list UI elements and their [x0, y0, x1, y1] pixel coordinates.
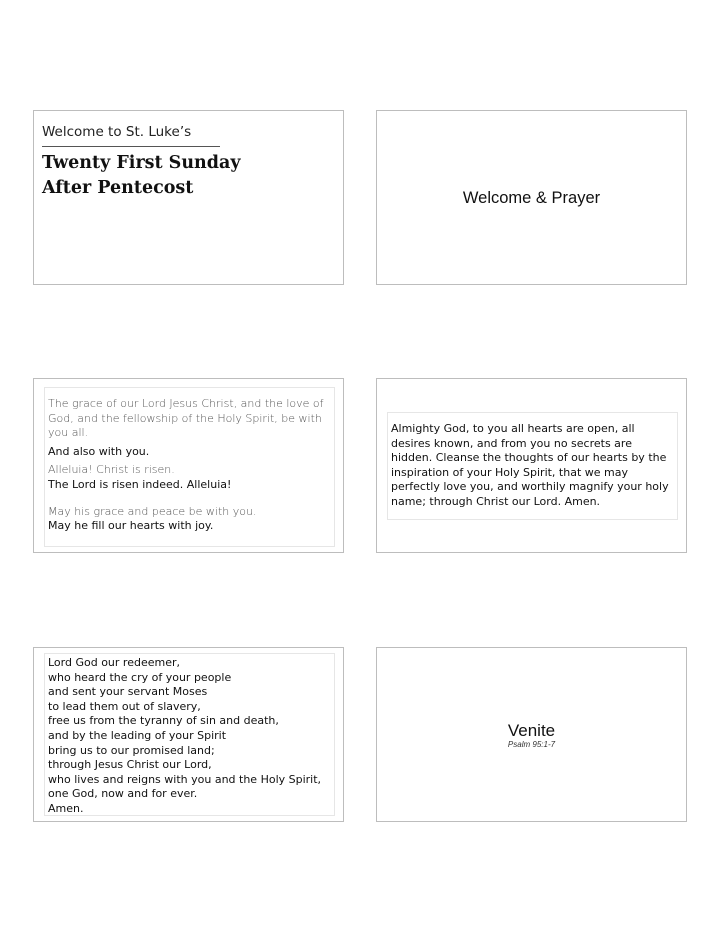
prayer-line: free us from the tyranny of sin and death,	[48, 714, 279, 728]
prayer-line: Lord God our redeemer,	[48, 656, 180, 669]
psalm-reference: Psalm 95:1-7	[507, 740, 556, 749]
prayer-line: Amen.	[48, 801, 84, 815]
response-text: And also with you.	[48, 444, 150, 458]
leader-text: Alleluia! Christ is risen.	[48, 463, 175, 477]
prayer-line: through Jesus Christ our Lord,	[48, 758, 212, 772]
slide-title	[42, 151, 302, 201]
prayer-line: to lead them out of slavery,	[48, 699, 201, 713]
slide-thumbnail-6[interactable]	[376, 647, 687, 822]
prayer-text: Almighty God, to you all hearts are open, all desires known, and from you no secrets are hidden. Cleanse the thoughts of our hearts by the inspiration of your Holy Spirit, that we may perfectly love you, and worthily magnify your holy name; through Christ our Lord. Amen.	[391, 422, 669, 508]
title-line: After Pentecost	[42, 178, 194, 198]
text-box	[44, 653, 335, 816]
prayer-text	[48, 656, 331, 817]
slide-title: Venite	[507, 721, 556, 740]
text-box	[44, 387, 335, 547]
slide-thumbnail-3[interactable]	[33, 378, 344, 553]
prayer-line: and by the leading of your Spirit	[48, 728, 227, 742]
prayer-line: who heard the cry of your people	[48, 670, 232, 684]
prayer-line: who lives and reigns with you and the Holy Spirit,	[48, 772, 322, 786]
slide-thumbnail-1[interactable]	[33, 110, 344, 285]
slide-subtitle: Welcome to St. Luke’s	[42, 124, 192, 140]
response-text: May he fill our hearts with joy.	[48, 519, 214, 533]
title-line: Twenty First Sunday	[42, 153, 241, 173]
slide-title: Welcome & Prayer	[462, 189, 601, 207]
slide-thumbnail-2[interactable]	[376, 110, 687, 285]
slide-thumbnail-5[interactable]	[33, 647, 344, 822]
prayer-line: one God, now and for ever.	[48, 787, 198, 801]
leader-text: May his grace and peace be with you.	[48, 504, 257, 518]
divider	[42, 146, 220, 147]
text-box	[387, 412, 678, 520]
prayer-line: bring us to our promised land;	[48, 743, 215, 757]
slide-thumbnail-4[interactable]	[376, 378, 687, 553]
prayer-line: and sent your servant Moses	[48, 685, 208, 699]
leader-text: The grace of our Lord Jesus Christ, and the love of God, and the fellowship of the Holy Spirit, be with you all.	[48, 397, 324, 440]
response-text: The Lord is risen indeed. Alleluia!	[48, 477, 232, 491]
